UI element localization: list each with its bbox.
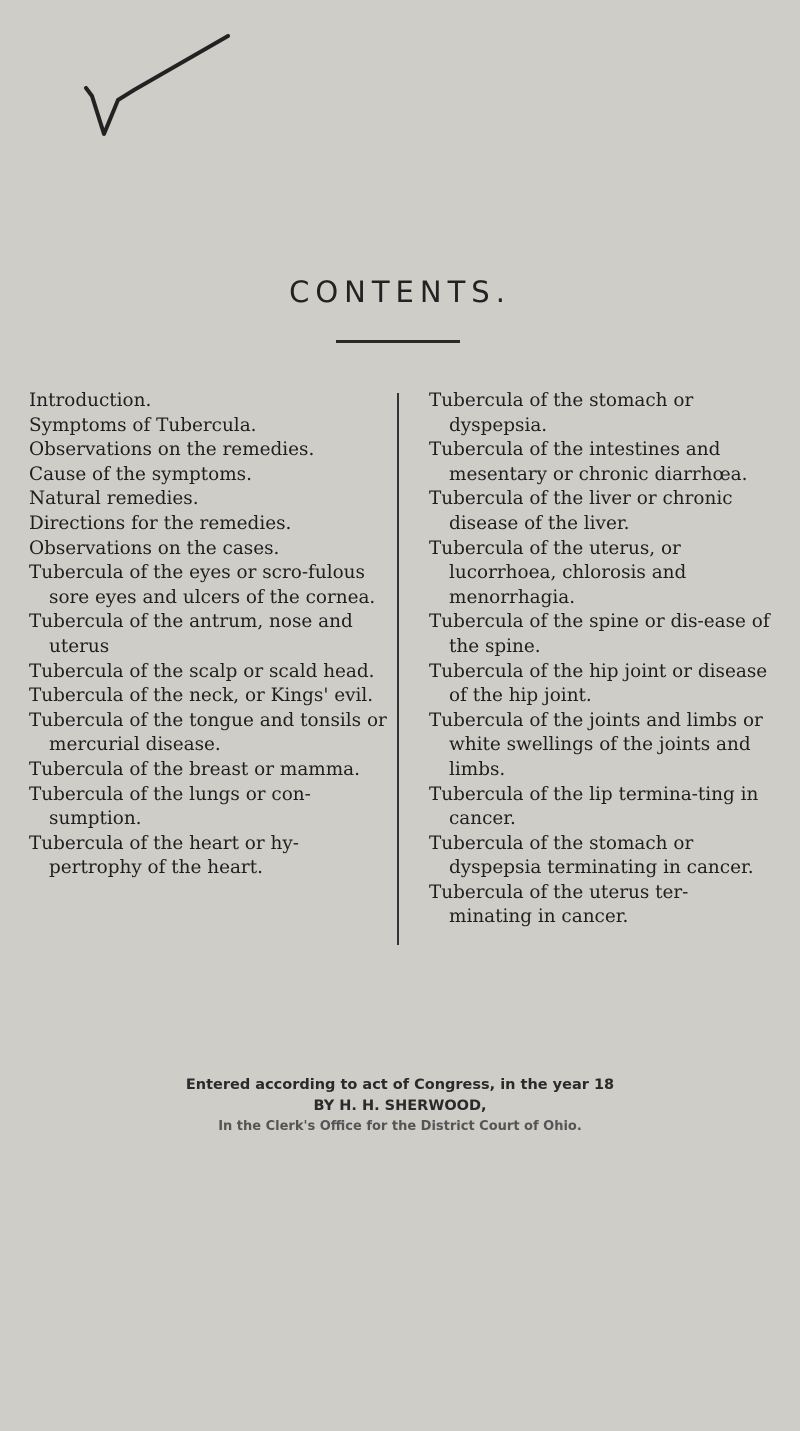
contents-entry: Tubercula of the heart or hy-pertrophy of the heart. — [29, 832, 299, 879]
contents-entry: Cause of the symptoms. — [29, 463, 252, 485]
contents-entry: Introduction. — [29, 390, 152, 411]
contents-entry: Tubercula of the neck, or Kings' evil. — [29, 685, 374, 707]
contents-entry: Tubercula of the stomach or dyspepsia. — [429, 390, 694, 436]
contents-left-column — [29, 389, 389, 881]
contents-entry: Tubercula of the liver or chronic disease of the liver. — [429, 488, 733, 534]
contents-entry: Symptoms of Tubercula. — [29, 414, 257, 436]
contents-entry: Tubercula of the uterus, or lucorrhoea, chlorosis and menorrhagia. — [429, 537, 687, 608]
contents-entry: Observations on the cases. — [29, 537, 280, 559]
contents-entry: Tubercula of the hip joint or disease of the hip joint. — [429, 660, 768, 707]
clerk-office-line: In the Clerk's Office for the District Court of Ohio. — [218, 1119, 582, 1134]
contents-entry: Directions for the remedies. — [29, 512, 292, 534]
page-title: CONTENTS. — [289, 275, 511, 309]
contents-entry: Tubercula of the spine or dis-ease of the spine. — [429, 611, 770, 657]
column-divider — [397, 393, 399, 945]
contents-entry: Tubercula of the eyes or scro-fulous sore eyes and ulcers of the cornea. — [29, 562, 376, 608]
contents-entry: Tubercula of the antrum, nose and uterus — [29, 611, 353, 657]
contents-entry: Tubercula of the tongue and tonsils or mercurial disease. — [29, 709, 387, 756]
contents-entry: Tubercula of the breast or mamma. — [29, 758, 360, 780]
contents-entry: Observations on the remedies. — [29, 439, 315, 461]
contents-entry: Tubercula of the scalp or scald head. — [29, 660, 375, 682]
contents-entry: Tubercula of the lip termina-ting in cancer. — [429, 783, 759, 830]
contents-entry: Tubercula of the joints and limbs or white swellings of the joints and limbs. — [429, 709, 763, 780]
copyright-line: Entered according to act of Congress, in the year 18 — [185, 1077, 615, 1093]
contents-entry: Natural remedies. — [29, 488, 199, 510]
title-rule — [336, 340, 460, 343]
contents-entry: Tubercula of the intestines and mesentary or chronic diarrhœa. — [429, 439, 748, 485]
contents-entry: Tubercula of the stomach or dyspepsia terminating in cancer. — [429, 832, 754, 879]
author-line: BY H. H. SHERWOOD, — [313, 1098, 487, 1114]
contents-right-column — [429, 389, 771, 930]
contents-entry: Tubercula of the uterus ter-minating in cancer. — [429, 881, 689, 928]
contents-entry: Tubercula of the lungs or con-sumption. — [29, 783, 311, 830]
handwritten-check-mark — [78, 30, 258, 140]
